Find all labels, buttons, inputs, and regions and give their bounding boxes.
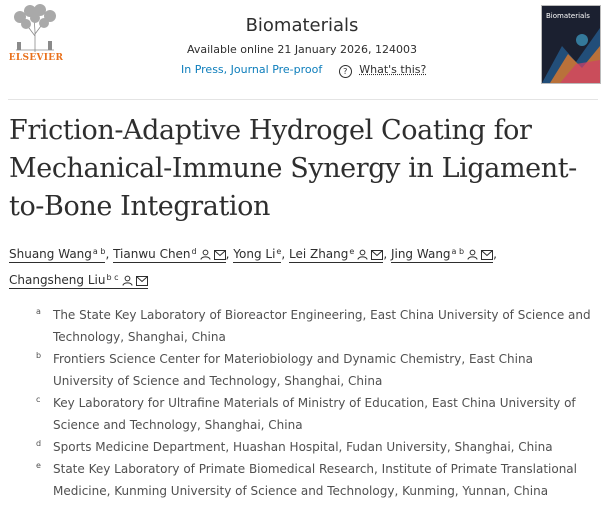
author-list: Shuang Wang$^{a b}$, Tianwu Chen$^d$ , Yong Li$^e$, Lei Zhang$^e$ , Jing Wang$^{a b}$ , Changsheng Liu$^{b c}$ (9, 247, 497, 287)
mail-icon[interactable] (481, 250, 493, 260)
author-affil-refs[interactable]: a b (451, 247, 465, 256)
status-row (181, 63, 426, 78)
availability-text: Available online 21 January 2026, 124003 (186, 43, 417, 56)
elsevier-tree-icon (8, 4, 62, 54)
affiliation-text: The State Key Laboratory of Bioreactor Engineering, East China University of Science and Technology, Shanghai, China (53, 308, 591, 344)
affiliation-list (36, 304, 596, 502)
affiliation-item (36, 436, 596, 458)
author-item[interactable] (233, 247, 281, 263)
affiliation-letter: b (36, 351, 42, 360)
author-item[interactable] (289, 247, 383, 263)
author-affil-refs[interactable]: d (191, 247, 197, 256)
affiliation-item (36, 348, 596, 392)
article-header (0, 0, 614, 100)
mail-icon[interactable] (371, 250, 383, 260)
journal-cover-thumbnail[interactable] (541, 5, 601, 84)
affiliation-text: Key Laboratory for Ultrafine Materials of Ministry of Education, East China University of Science and Technology, Shanghai, China (53, 396, 576, 432)
in-press-link[interactable]: In Press, Journal Pre-proof (181, 63, 323, 76)
affiliation-letter: e (36, 461, 41, 470)
author-item[interactable] (9, 273, 148, 289)
elsevier-wordmark: ELSEVIER (8, 53, 64, 63)
person-icon[interactable] (357, 249, 368, 260)
affiliation-item (36, 392, 596, 436)
article-title: Friction-Adaptive Hydrogel Coating for Mechanical-Immune Synergy in Ligament-to-Bone Integration (9, 115, 577, 222)
author-name[interactable]: Lei Zhang (288, 247, 349, 261)
person-icon[interactable] (200, 249, 211, 260)
affiliation-text: State Key Laboratory of Primate Biomedical Research, Institute of Primate Translational Medicine, Kunming University of Science and Technology, Kunming, Yunnan, China (53, 462, 577, 498)
author-affil-refs[interactable]: b c (106, 273, 119, 282)
author-item[interactable] (9, 247, 105, 263)
cover-title: Biomaterials (546, 12, 590, 20)
author-affil-refs[interactable]: e (276, 247, 282, 256)
author-name[interactable]: Yong Li (233, 247, 276, 261)
journal-info (150, 14, 454, 57)
author-name[interactable]: Shuang Wang (9, 247, 92, 261)
affiliation-item (36, 304, 596, 348)
author-item[interactable] (391, 247, 493, 263)
mail-icon[interactable] (214, 250, 226, 260)
header-divider (8, 99, 598, 100)
author-name[interactable]: Jing Wang (390, 247, 451, 261)
person-icon[interactable] (467, 249, 478, 260)
author-item[interactable] (113, 247, 226, 263)
affiliation-text: Frontiers Science Center for Materiobiology and Dynamic Chemistry, East China University of Science and Technology, Shanghai, China (53, 352, 533, 388)
author-name[interactable]: Tianwu Chen (113, 247, 191, 261)
author-affil-refs[interactable]: e (349, 247, 355, 256)
author-affil-refs[interactable]: a b (92, 247, 106, 256)
whats-this-link[interactable]: What's this? (359, 63, 427, 76)
person-icon[interactable] (122, 275, 133, 286)
author-name[interactable]: Changsheng Liu (9, 273, 106, 287)
affiliation-letter: d (36, 439, 42, 448)
affiliation-letter: a (36, 307, 41, 316)
affiliation-item (36, 458, 596, 502)
mail-icon[interactable] (136, 276, 148, 286)
affiliation-letter: c (36, 395, 41, 404)
question-icon[interactable]: ? (339, 65, 352, 78)
affiliation-text: Sports Medicine Department, Huashan Hospital, Fudan University, Shanghai, China (53, 440, 553, 454)
journal-title-link[interactable]: Biomaterials (245, 15, 359, 36)
